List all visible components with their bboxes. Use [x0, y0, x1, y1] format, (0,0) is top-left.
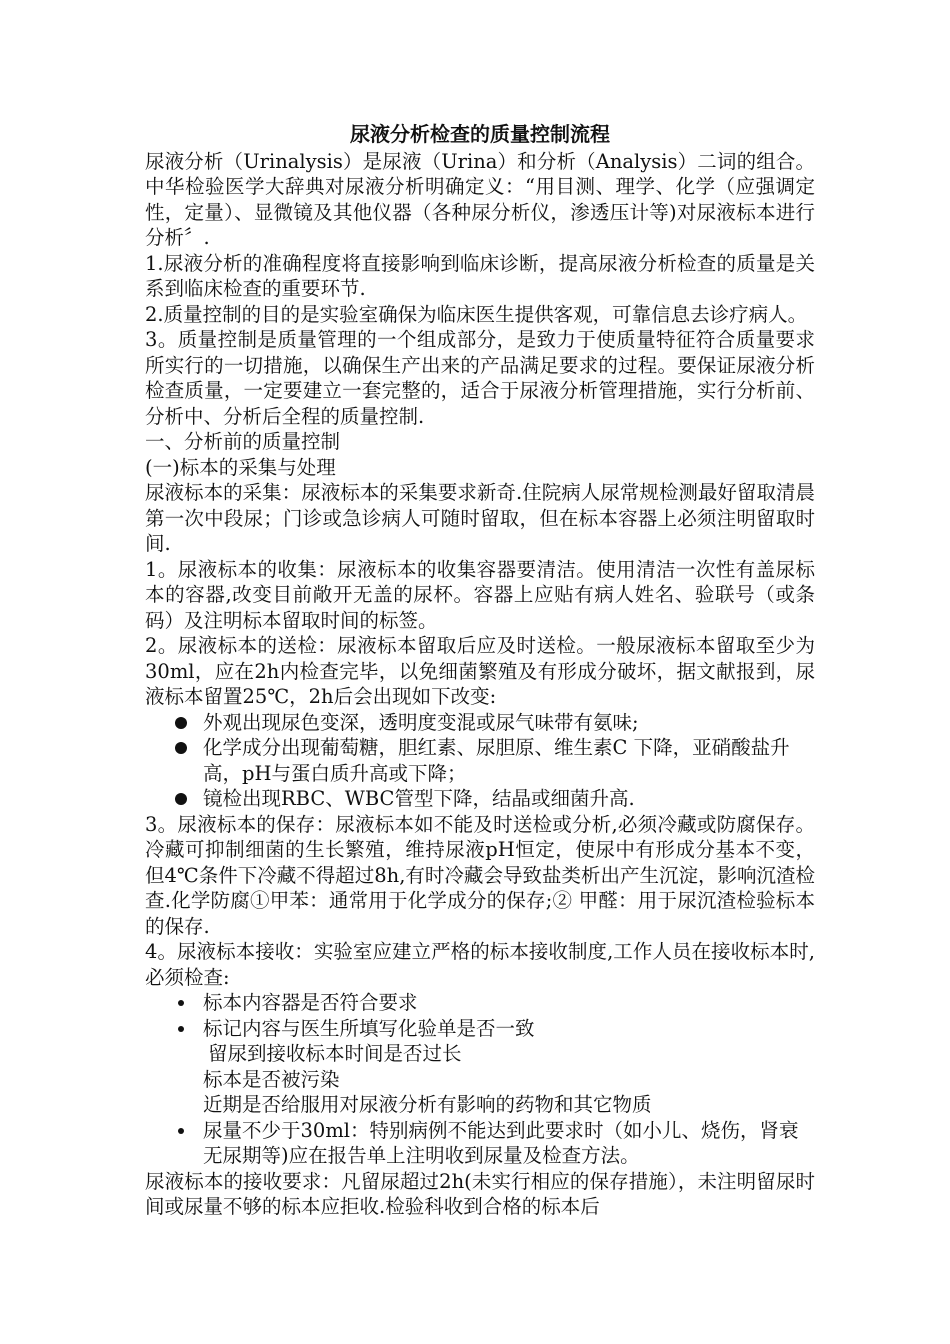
- list-item: 外观出现尿色变深，透明度变混或尿气味带有氨味;: [145, 710, 815, 736]
- rejection-paragraph: 尿液标本的接收要求：凡留尿超过2h(未实行相应的保存措施），未注明留尿时间或尿量不够的标本应拒收.检验科收到合格的标本后: [145, 1169, 815, 1218]
- filled-circle-bullet-icon: [175, 793, 187, 805]
- check-sub-item: 近期是否给服用对尿液分析有影响的药物和其它物质: [203, 1093, 652, 1116]
- paragraph-2: 2.质量控制的目的是实验室确保为临床医生提供客观，可靠信息去诊疗病人。: [145, 302, 808, 326]
- document-title: 尿液分析检查的质量控制流程: [350, 122, 610, 146]
- filled-circle-bullet-icon: [175, 742, 187, 754]
- changes-list: [145, 710, 815, 812]
- section-heading: 一、分析前的质量控制: [145, 430, 341, 453]
- document-page: [145, 122, 815, 1220]
- list-item: 标本内容器是否符合要求: [145, 990, 815, 1016]
- item-2-paragraph: 2。尿液标本的送检：尿液标本留取后应及时送检。一般尿液标本留取至少为30ml，应在2h内检查完毕，以免细菌繁殖及有形成分破坏，据文献报到，尿液标本留置25℃，2h后会出现如下改变:: [145, 634, 815, 708]
- paragraph-1: 1.尿液分析的准确程度将直接影响到临床诊断，提高尿液分析检查的质量是关系到临床检查的重要环节.: [145, 251, 815, 300]
- item-4-paragraph: 4。尿液标本接收：实验室应建立严格的标本接收制度,工作人员在接收标本时,必须检查:: [145, 940, 815, 989]
- item-1-paragraph: 1。尿液标本的收集：尿液标本的收集容器要清洁。使用清洁一次性有盖尿标本的容器,改变目前敞开无盖的尿杯。容器上应贴有病人姓名、验联号（或条码）及注明标本留取时间的标签。: [145, 557, 815, 632]
- bullet-icon: [178, 1000, 184, 1006]
- bullet-icon: [178, 1128, 184, 1134]
- checks-list: [145, 990, 815, 1041]
- intro-paragraph: 尿液分析（Urinalysis）是尿液（Urina）和分析（Analysis）二词的组合。中华检验医学大辞典对尿液分析明确定义：“用目测、理学、化学（应强调定性，定量）、显微镜及其他仪器（各种尿分析仪，渗透压计等)对尿液标本进行分析〞.: [145, 149, 815, 249]
- list-item: 标记内容与医生所填写化验单是否一致: [145, 1016, 815, 1042]
- bullet-icon: [178, 1026, 184, 1032]
- collection-paragraph: 尿液标本的采集：尿液标本的采集要求新奇.住院病人尿常规检测最好留取清晨第一次中段尿；门诊或急诊病人可随时留取，但在标本容器上必须注明留取时间.: [145, 481, 815, 555]
- check-sub-item: 标本是否被污染: [203, 1067, 340, 1091]
- checks-list-continued: [145, 1118, 815, 1169]
- check-sub-item: 留尿到接收标本时间是否过长: [208, 1042, 462, 1065]
- list-item: 化学成分出现葡萄糖，胆红素、尿胆原、维生素C 下降，亚硝酸盐升高，pH与蛋白质升高或下降；: [145, 735, 815, 786]
- list-item: 尿量不少于30ml：特别病例不能达到此要求时（如小儿、烧伤，肾衰无尿期等)应在报告单上注明收到尿量及检查方法。: [145, 1118, 815, 1169]
- item-3-paragraph: 3。尿液标本的保存：尿液标本如不能及时送检或分析,必须冷藏或防腐保存。冷藏可抑制细菌的生长繁殖，维持尿液pH恒定，使尿中有形成分基本不变，但4℃条件下冷藏不得超过8h,有时冷藏会导致盐类析出产生沉淀，影响沉渣检查.化学防腐①甲苯：通常用于化学成分的保存;② 甲醛：用于尿沉渣检验标本的保存.: [145, 812, 815, 938]
- subsection-heading: (一)标本的采集与处理: [145, 455, 336, 479]
- filled-circle-bullet-icon: [175, 717, 187, 729]
- list-item: 镜检出现RBC、WBC管型下降，结晶或细菌升高.: [145, 786, 815, 812]
- paragraph-3: 3。质量控制是质量管理的一个组成部分，是致力于使质量特征符合质量要求所实行的一切措施，以确保生产出来的产品满足要求的过程。要保证尿液分析检查质量，一定要建立一套完整的，适合于尿液分析管理措施，实行分析前、分析中、分析后全程的质量控制.: [145, 328, 815, 428]
